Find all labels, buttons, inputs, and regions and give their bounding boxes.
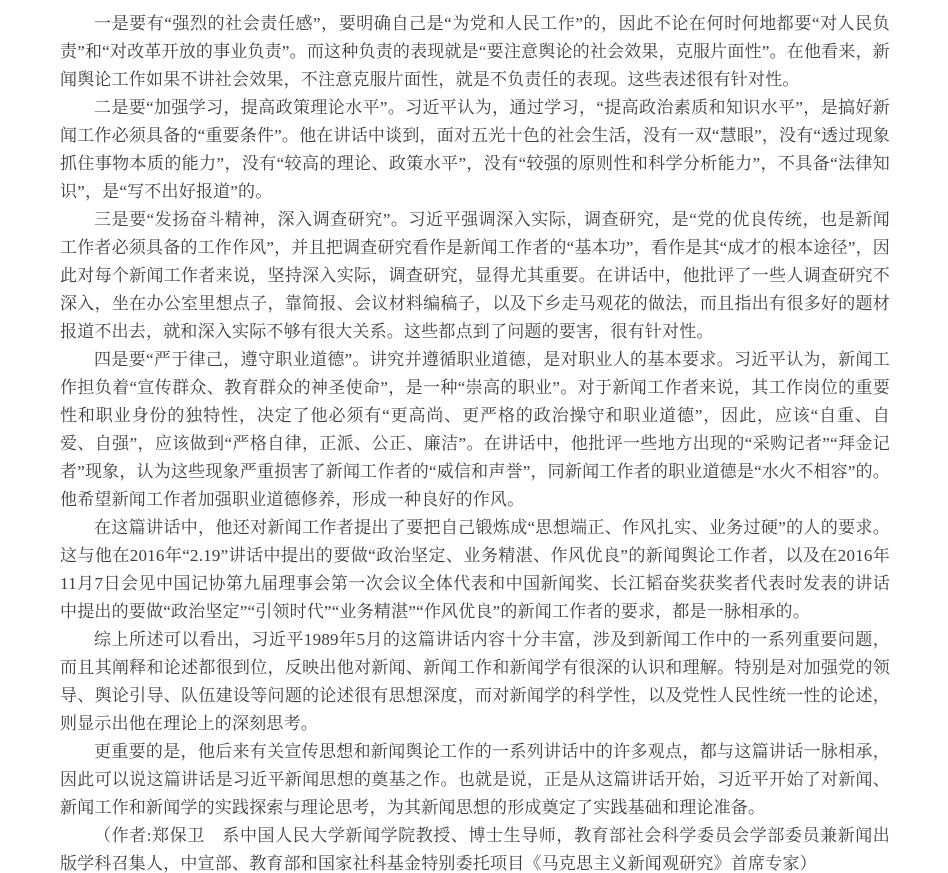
author-note: （作者:郑保卫 系中国人民大学新闻学院教授、博士生导师，教育部社会科学委员会学部委员兼新闻出版学科召集人，中宣部、教育部和国家社科基金特别委托项目《马克思主义新闻观研究》首席专家） — [60, 826, 890, 873]
paragraph-responsibility: 一是要有“强烈的社会责任感”，要明确自己是“为党和人民工作”的，因此不论在何时何地都要“对人民负责”和“对改革开放的事业负责”。而这种负责的表现就是“要注意舆论的社会效果，克服片面性”。在他看来，新闻舆论工作如果不讲社会效果，不注意克服片面性，就是不负责任的表现。这些表述很有针对性。 — [60, 14, 890, 89]
paragraph-ethics: 四是要“严于律己，遵守职业道德”。讲究并遵循职业道德，是对职业人的基本要求。习近平认为，新闻工作担负着“宣传群众、教育群众的神圣使命”，是一种“崇高的职业”。对于新闻工作者来说，其工作岗位的重要性和职业身份的独特性，决定了他必须有“更高尚、更严格的政治操守和职业道德”，因此，应该“自重、自爱、自强”，应该做到“严格自律，正派、公正、廉洁”。在讲话中，他批评一些地方出现的“采购记者”“拜金记者”现象，认为这些现象严重损害了新闻工作者的“威信和声誉”，同新闻工作者的职业道德是“水火不相容”的。他希望新闻工作者加强职业道德修养，形成一种良好的作风。 — [60, 350, 890, 509]
article-body — [60, 10, 890, 873]
paragraph-investigation: 三是要“发扬奋斗精神，深入调查研究”。习近平强调深入实际，调查研究，是“党的优良传统，也是新闻工作者必须具备的工作作风”，并且把调查研究看作是新闻工作者的“基本功”，看作是其“成才的根本途径”，因此对每个新闻工作者来说，坚持深入实际，调查研究，显得尤其重要。在讲话中，他批评了一些人调查研究不深入，坐在办公室里想点子，靠简报、会议材料编稿子，以及下乡走马观花的做法，而且指出有很多好的题材报道不出去，就和深入实际不够有很大关系。这些都点到了问题的要害，很有针对性。 — [60, 210, 890, 341]
paragraph-study: 二是要“加强学习，提高政策理论水平”。习近平认为，通过学习，“提高政治素质和知识水平”，是搞好新闻工作必须具备的“重要条件”。他在讲话中谈到，面对五光十色的社会生活，没有一双“慧眼”，没有“透过现象抓住事物本质的能力”，没有“较高的理论、政策水平”，没有“较强的原则性和科学分析能力”，不具备“法律知识”，是“写不出好报道”的。 — [60, 98, 890, 201]
paragraph-requirements: 在这篇讲话中，他还对新闻工作者提出了要把自己锻炼成“思想端正、作风扎实、业务过硬”的人的要求。这与他在2016年“2.19”讲话中提出的要做“政治坚定、业务精湛、作风优良”的新闻舆论工作者，以及在2016年11月7日会见中国记协第九届理事会第一次会议全体代表和中国新闻奖、长江韬奋奖获奖者代表时发表的讲话中提出的要做“政治坚定”“引领时代”“业务精湛”“作风优良”的新闻工作者的要求，都是一脉相承的。 — [60, 518, 890, 621]
paragraph-conclusion: 更重要的是，他后来有关宣传思想和新闻舆论工作的一系列讲话中的许多观点，都与这篇讲话一脉相承，因此可以说这篇讲话是习近平新闻思想的奠基之作。也就是说，正是从这篇讲话开始，习近平开始了对新闻、新闻工作和新闻学的实践探索与理论思考，为其新闻思想的形成奠定了实践基础和理论准备。 — [60, 742, 890, 817]
paragraph-summary: 综上所述可以看出，习近平1989年5月的这篇讲话内容十分丰富，涉及到新闻工作中的一系列重要问题，而且其阐释和论述都很到位，反映出他对新闻、新闻工作和新闻学有很深的认识和理解。特别是对加强党的领导、舆论引导、队伍建设等问题的论述很有思想深度，而对新闻学的科学性，以及党性人民性统一性的论述，则显示出他在理论上的深刻思考。 — [60, 630, 890, 733]
